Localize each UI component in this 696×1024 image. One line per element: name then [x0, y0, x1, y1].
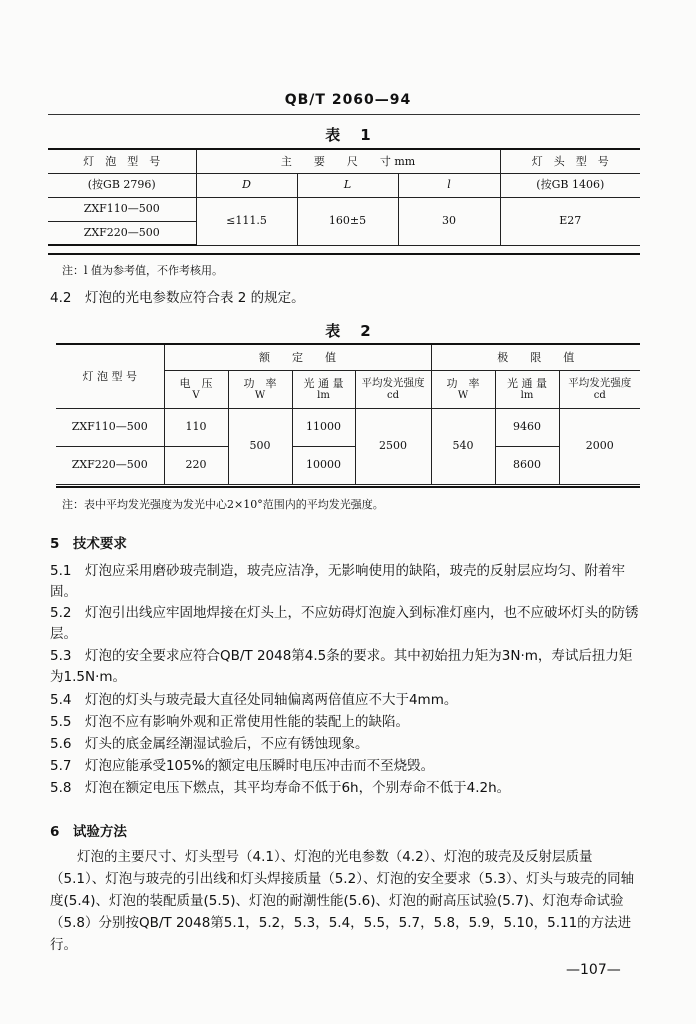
- table2-lim-intensity-value: 2000: [559, 408, 640, 484]
- table1-header-dims: 主 要 尺 寸 mm: [196, 149, 500, 173]
- table2-note: 注：表中平均发光强度为发光中心2×10°范围内的平均发光强度。: [62, 498, 384, 511]
- table1-row2-model: ZXF220—500: [48, 221, 196, 245]
- para-5-4: 5.4 灯泡的灯头与玻壳最大直径处同轴偏离两倍值应不大于4mm。: [50, 692, 458, 708]
- section6-title: 6 试验方法: [50, 824, 127, 840]
- table2-row1-voltage: 110: [164, 408, 228, 446]
- para-5-8: 5.8 灯泡在额定电压下燃点，其平均寿命不低于6h，个别寿命不低于4.2h。: [50, 780, 511, 796]
- table2-header-intensity: [355, 370, 431, 408]
- voltage-unit: V: [192, 390, 200, 402]
- lim-power-unit: W: [457, 390, 469, 402]
- table1-L-value: 160±5: [297, 197, 398, 245]
- para-5-5: 5.5 灯泡不应有影响外观和正常使用性能的装配上的缺陷。: [50, 714, 409, 730]
- table1-bottom-rule: [48, 253, 640, 255]
- table2-row1-flux: 11000: [292, 408, 355, 446]
- lim-flux-unit: lm: [520, 390, 534, 402]
- section5-title: 5 技术要求: [50, 536, 127, 552]
- table2-header-limit: 极 限 值: [431, 344, 640, 370]
- table1-header-model: 灯 泡 型 号: [48, 149, 196, 173]
- table1-header-D: D: [196, 173, 297, 197]
- lim-intensity-label: 平均发光强度: [568, 377, 632, 390]
- table1-caption: [0, 124, 696, 145]
- table2-header-power: [228, 370, 292, 408]
- table2-header-lim-intensity: [559, 370, 640, 408]
- table1-row1-model: ZXF110—500: [48, 197, 196, 221]
- table2-caption: [0, 320, 696, 341]
- table2-row2-model: ZXF220—500: [56, 446, 164, 484]
- table1-header-cap-std: (按GB 1406): [500, 173, 640, 197]
- para-5-1: 5.1 灯泡应采用磨砂玻壳制造，玻壳应洁净，无影响使用的缺陷，玻壳的反射层应均匀、附着牢固。: [50, 563, 625, 600]
- table2-lim-power-value: 540: [431, 408, 495, 484]
- table2-row1-lim-flux: 9460: [495, 408, 559, 446]
- lim-intensity-unit: cd: [593, 389, 606, 401]
- power-unit: W: [254, 390, 266, 402]
- intensity-label: 平均发光强度: [361, 377, 425, 390]
- header-rule: [48, 114, 640, 115]
- flux-unit: lm: [317, 390, 330, 402]
- page-header: QB/T 2060—94: [284, 92, 412, 108]
- table1-header-cap: 灯 头 型 号: [500, 149, 640, 173]
- flux-label: 光 通 量: [303, 376, 344, 390]
- table1-cap-value: E27: [500, 197, 640, 245]
- table2-row1-model: ZXF110—500: [56, 408, 164, 446]
- voltage-label: 电 压: [179, 376, 213, 390]
- table2-header-rated: 额 定 值: [164, 344, 431, 370]
- table1-header-l: l: [398, 173, 500, 197]
- table1: [48, 148, 640, 246]
- table2-intensity-value: 2500: [355, 408, 431, 484]
- lim-flux-label: 光 通 量: [507, 376, 547, 390]
- lim-power-label: 功 率: [446, 376, 480, 390]
- table1-caption-label: 表: [325, 126, 341, 144]
- para-4-2: 4.2 灯泡的光电参数应符合表 2 的规定。: [50, 290, 305, 306]
- page-number: —107—: [566, 962, 621, 978]
- table2-header-lim-power: [431, 370, 495, 408]
- para-5-2: 5.2 灯泡引出线应牢固地焊接在灯头上，不应妨碍灯泡旋入到标准灯座内，也不应破坏灯头的防锈层。: [50, 605, 639, 642]
- table2-row2-flux: 10000: [292, 446, 355, 484]
- table1-note: 注：l 值为参考值，不作考核用。: [62, 264, 224, 277]
- intensity-unit: cd: [386, 389, 399, 401]
- section6-body: 灯泡的主要尺寸、灯头型号（4.1）、灯泡的光电参数（4.2）、灯泡的玻壳及反射层质量（5.1）、灯泡与玻壳的引出线和灯头焊接质量（5.2）、灯泡的安全要求（5.3）、灯头与玻壳的同轴度(5.4)、灯泡的装配质量(5.5)、灯泡的耐潮性能(5.6)、灯泡的耐高压试验(5.7)、灯泡寿命试验（5.8）分别按QB/T 2048第5.1，5.2，5.3，5.4，5.5，5.7，5.8，5.9，5.10，5.11的方法进行。: [50, 849, 635, 953]
- table2-power-value: 500: [228, 408, 292, 484]
- table2-header-model: 灯 泡 型 号: [56, 344, 164, 408]
- table1-caption-number: 1: [360, 126, 371, 144]
- table2: [56, 343, 640, 485]
- table2-row2-lim-flux: 8600: [495, 446, 559, 484]
- table1-l-value: 30: [398, 197, 500, 245]
- table1-header-model-std: (按GB 2796): [48, 173, 196, 197]
- table2-bottom-rule: [56, 486, 640, 488]
- para-5-6: 5.6 灯头的底金属经潮湿试验后，不应有锈蚀现象。: [50, 736, 369, 752]
- table2-header-flux: [292, 370, 355, 408]
- power-label: 功 率: [243, 376, 277, 390]
- para-5-7: 5.7 灯泡应能承受105%的额定电压瞬时电压冲击而不至烧毁。: [50, 758, 435, 774]
- table2-caption-number: 2: [360, 322, 371, 340]
- para-5-3: 5.3 灯泡的安全要求应符合QB/T 2048第4.5条的要求。其中初始扭力矩为3N·m，寿试后扭力矩为1.5N·m。: [50, 648, 633, 685]
- table2-caption-label: 表: [325, 322, 341, 340]
- table2-header-lim-flux: [495, 370, 559, 408]
- table2-header-voltage: [164, 370, 228, 408]
- table2-row2-voltage: 220: [164, 446, 228, 484]
- table1-D-value: ≤111.5: [196, 197, 297, 245]
- table1-header-L: L: [297, 173, 398, 197]
